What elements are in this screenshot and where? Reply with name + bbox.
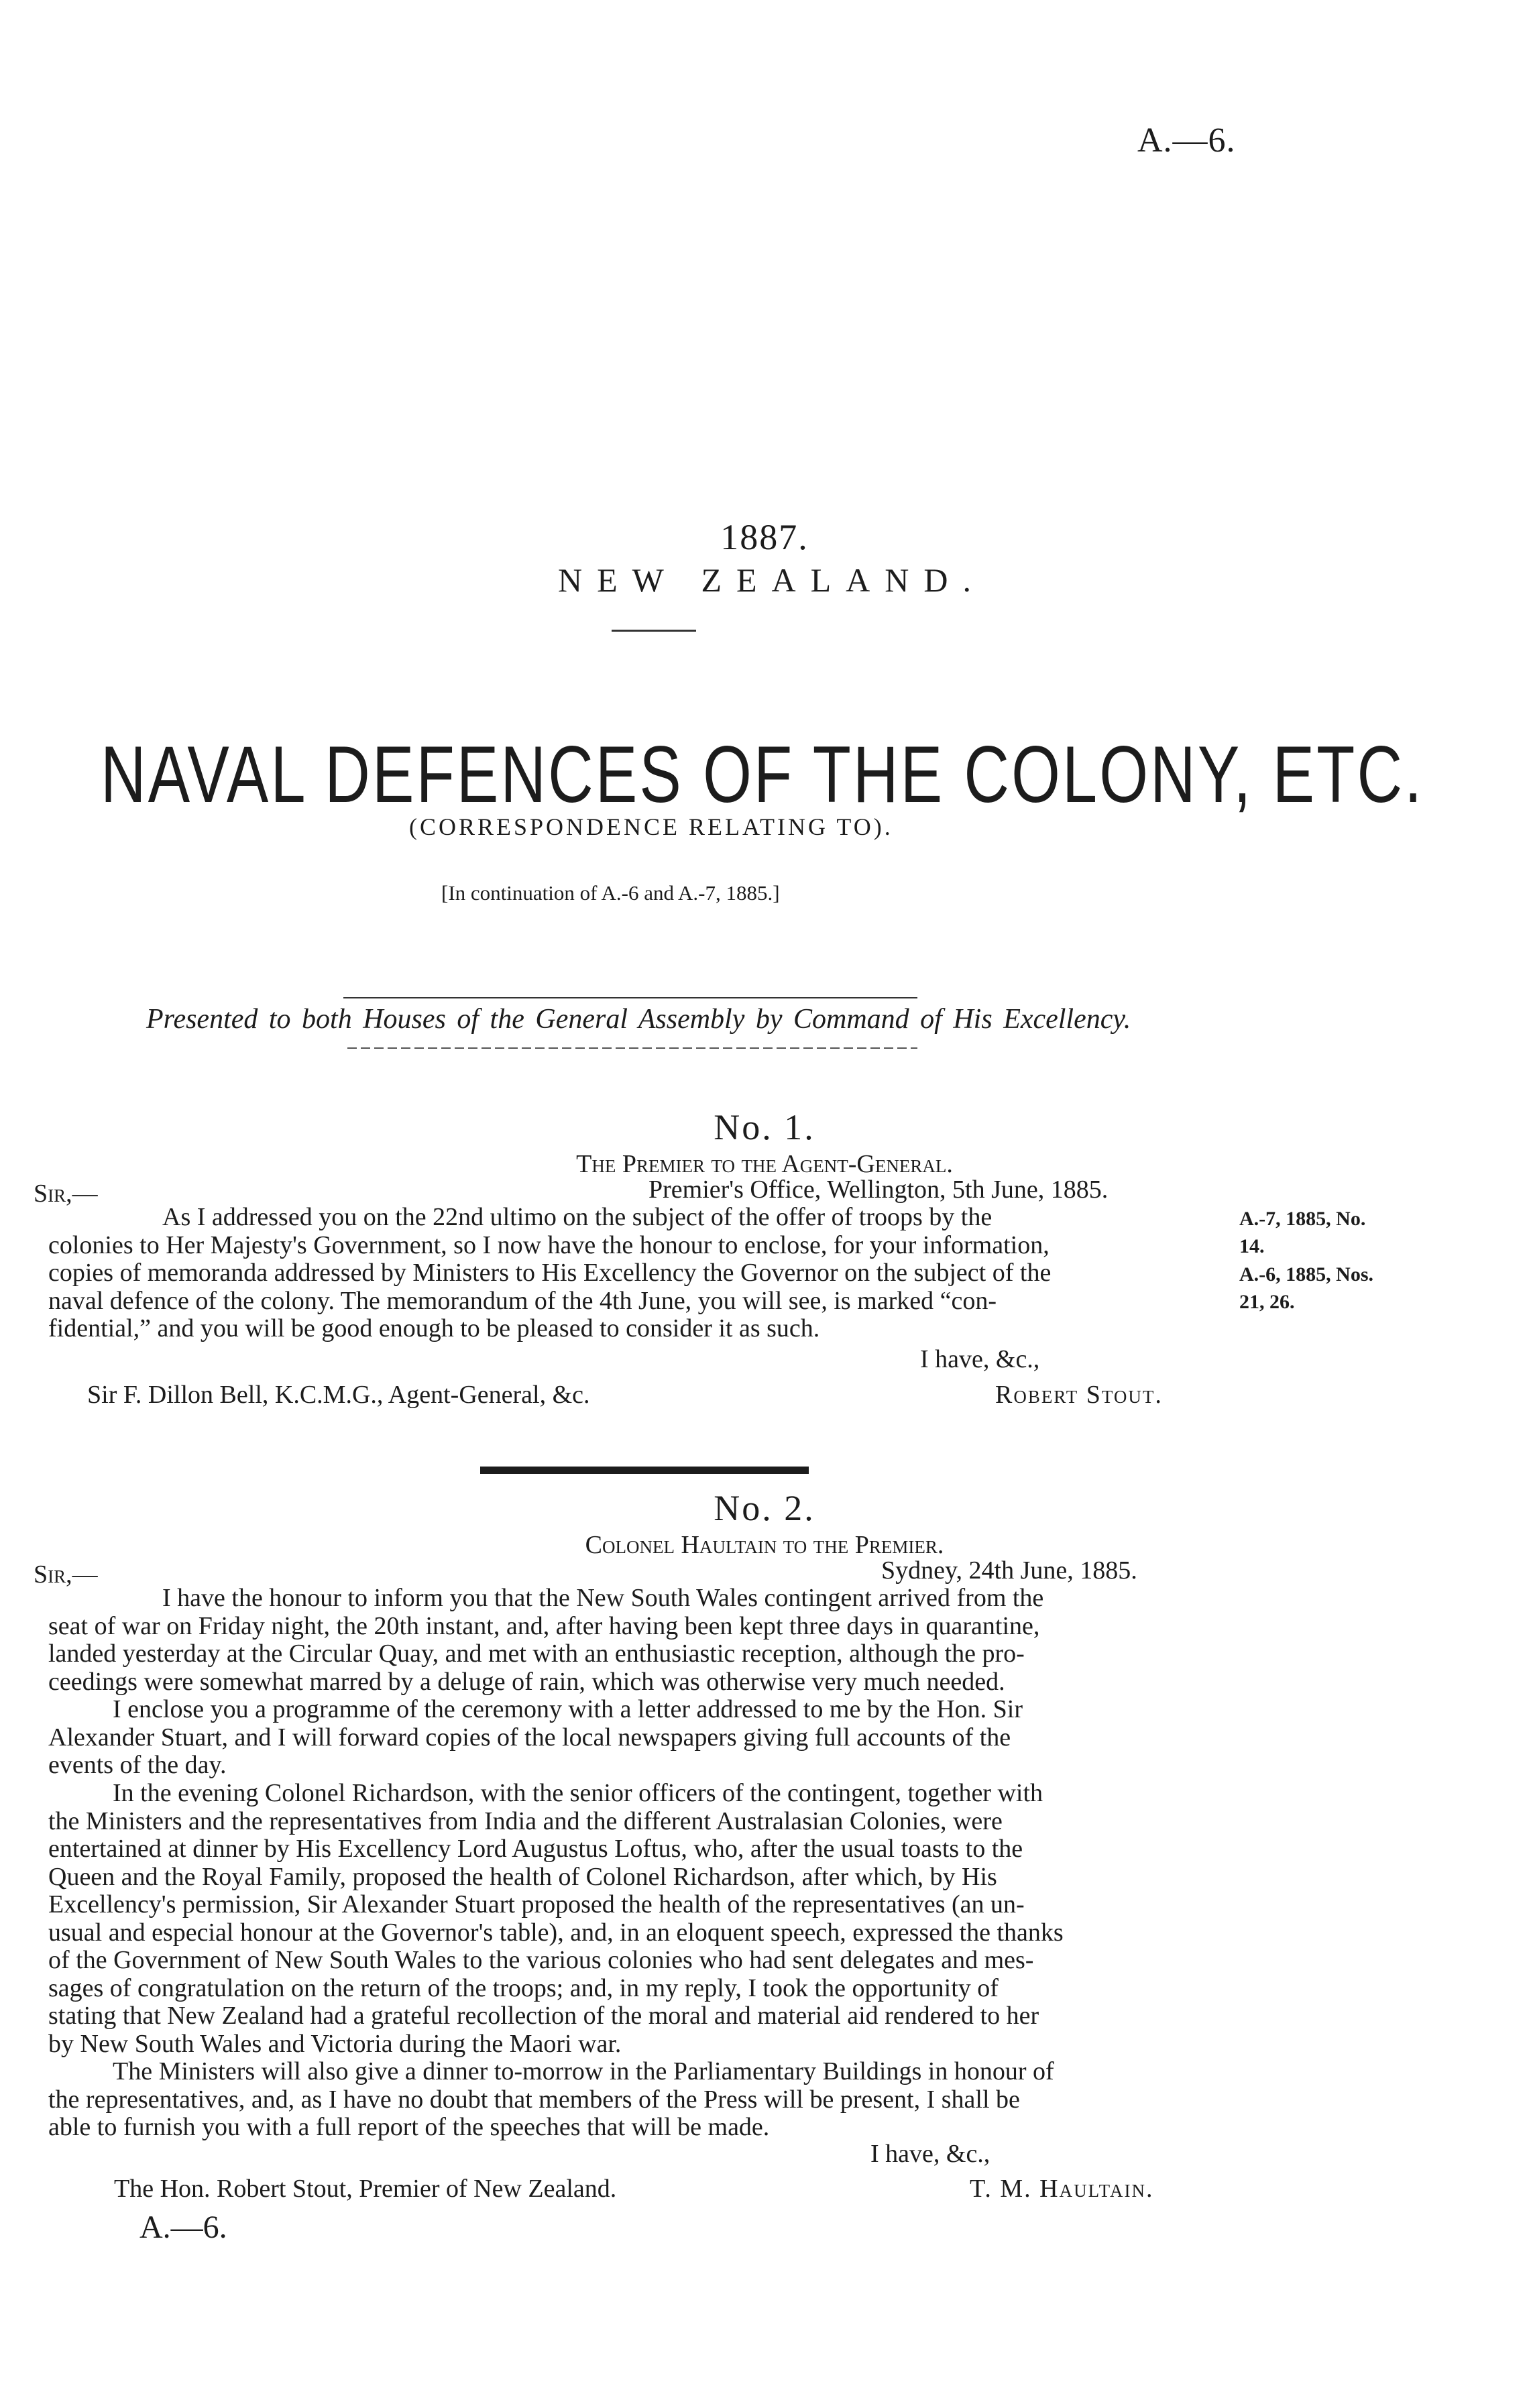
text-line: of the Government of New South Wales to the various colonies who had sent delegates and mes- bbox=[48, 1946, 1034, 1974]
continuation-note: [In continuation of A.-6 and A.-7, 1885.] bbox=[441, 881, 780, 905]
text-line: colonies to Her Majesty's Government, so I now have the honour to enclose, for your information, bbox=[48, 1230, 1050, 1259]
margin-reference: 21, 26. bbox=[1239, 1291, 1295, 1313]
text-line: by New South Wales and Victoria during the Maori war. bbox=[48, 2029, 622, 2058]
letter-1-heading: No. 1. bbox=[714, 1107, 815, 1147]
letter-1-signer: Robert Stout. bbox=[995, 1381, 1163, 1409]
letter-2-from-to: Colonel Haultain to the Premier. bbox=[585, 1531, 944, 1559]
letter-1-closing: I have, &c., bbox=[920, 1345, 1040, 1373]
text-line: The Ministers will also give a dinner to-morrow in the Parliamentary Buildings in honour of bbox=[113, 2057, 1054, 2085]
text-line: I enclose you a programme of the ceremony with a letter addressed to me by the Hon. Sir bbox=[113, 1695, 1023, 1723]
text-line: Excellency's permission, Sir Alexander Stuart proposed the health of the representatives (an un- bbox=[48, 1890, 1025, 1918]
letter-1-salutation: Sir,— bbox=[34, 1180, 98, 1208]
presented-line: Presented to both Houses of the General Assembly by Command of His Excellency. bbox=[146, 1004, 1131, 1035]
text-line: able to furnish you with a full report of the speeches that will be made. bbox=[48, 2113, 770, 2141]
divider-short bbox=[612, 630, 696, 632]
document-subtitle: (CORRESPONDENCE RELATING TO). bbox=[409, 813, 893, 840]
text-line: sages of congratulation on the return of the troops; and, in my reply, I took the opportunity of bbox=[48, 1973, 999, 2002]
margin-reference: 14. bbox=[1239, 1235, 1265, 1257]
text-line: copies of memoranda addressed by Ministers to His Excellency the Governor on the subject of the bbox=[48, 1259, 1052, 1287]
letter-1-addressee: Sir F. Dillon Bell, K.C.M.G., Agent-General, &c. bbox=[87, 1381, 590, 1409]
text-line: stating that New Zealand had a grateful recollection of the moral and material aid rendered to her bbox=[48, 2002, 1039, 2030]
country-heading: NEW ZEALAND. bbox=[558, 561, 986, 599]
text-line: ceedings were somewhat marred by a deluge of rain, which was otherwise very much needed. bbox=[48, 1667, 1005, 1696]
text-line: As I addressed you on the 22nd ultimo on the subject of the offer of troops by the bbox=[162, 1203, 993, 1231]
text-line: the Ministers and the representatives from India and the different Australasian Colonies, were bbox=[48, 1807, 1003, 1835]
letter-2-closing: I have, &c., bbox=[870, 2140, 990, 2168]
text-line: In the evening Colonel Richardson, with the senior officers of the contingent, together with bbox=[113, 1779, 1043, 1807]
letter-2-addressee: The Hon. Robert Stout, Premier of New Zealand. bbox=[114, 2175, 617, 2203]
document-title: NAVAL DEFENCES OF THE COLONY, ETC. bbox=[101, 730, 1424, 819]
text-line: Queen and the Royal Family, proposed the health of Colonel Richardson, after which, by His bbox=[48, 1862, 997, 1891]
divider-presented-bottom bbox=[347, 1047, 917, 1049]
letter-divider bbox=[480, 1467, 809, 1474]
letter-1-from-to: The Premier to the Agent-General. bbox=[576, 1150, 953, 1178]
text-line: naval defence of the colony. The memorandum of the 4th June, you will see, is marked “con- bbox=[48, 1286, 997, 1315]
letter-2-paragraph-4 bbox=[48, 2058, 1230, 2142]
margin-reference: A.-7, 1885, No. bbox=[1239, 1208, 1366, 1230]
text-line: I have the honour to inform you that the New South Wales contingent arrived from the bbox=[162, 1584, 1044, 1612]
text-line: events of the day. bbox=[48, 1751, 227, 1779]
margin-reference: A.-6, 1885, Nos. bbox=[1239, 1263, 1373, 1285]
text-line: entertained at dinner by His Excellency Lord Augustus Loftus, who, after the usual toasts to the bbox=[48, 1835, 1023, 1863]
letter-2-paragraph-3 bbox=[48, 1780, 1230, 2058]
letter-2-signer: T. M. Haultain. bbox=[970, 2175, 1154, 2203]
text-line: Alexander Stuart, and I will forward copies of the local newspapers giving full accounts of the bbox=[48, 1723, 1011, 1752]
text-line: landed yesterday at the Circular Quay, and met with an enthusiastic reception, although the pro- bbox=[48, 1640, 1025, 1668]
text-line: usual and especial honour at the Governor's table), and, in an eloquent speech, expressed the thanks bbox=[48, 1918, 1064, 1947]
letter-2-heading: No. 2. bbox=[714, 1488, 815, 1528]
letter-2-salutation: Sir,— bbox=[34, 1560, 98, 1589]
page-reference-top: A.—6. bbox=[1137, 121, 1236, 160]
text-line: fidential,” and you will be good enough to be pleased to consider it as such. bbox=[48, 1314, 820, 1342]
letter-2-paragraph-1 bbox=[48, 1585, 1230, 1696]
letter-1-dateline: Premier's Office, Wellington, 5th June, 1885. bbox=[648, 1176, 1109, 1204]
letter-1-paragraph-1 bbox=[48, 1204, 1230, 1343]
text-line: the representatives, and, as I have no doubt that members of the Press will be present, I shall be bbox=[48, 2085, 1020, 2114]
session-year: 1887. bbox=[720, 517, 809, 557]
letter-2-paragraph-2 bbox=[48, 1696, 1230, 1780]
text-line: seat of war on Friday night, the 20th instant, and, after having been kept three days in quarantine, bbox=[48, 1611, 1040, 1640]
page-reference-bottom: A.—6. bbox=[139, 2210, 227, 2245]
divider-presented-top bbox=[343, 997, 917, 998]
letter-2-dateline: Sydney, 24th June, 1885. bbox=[881, 1556, 1137, 1585]
